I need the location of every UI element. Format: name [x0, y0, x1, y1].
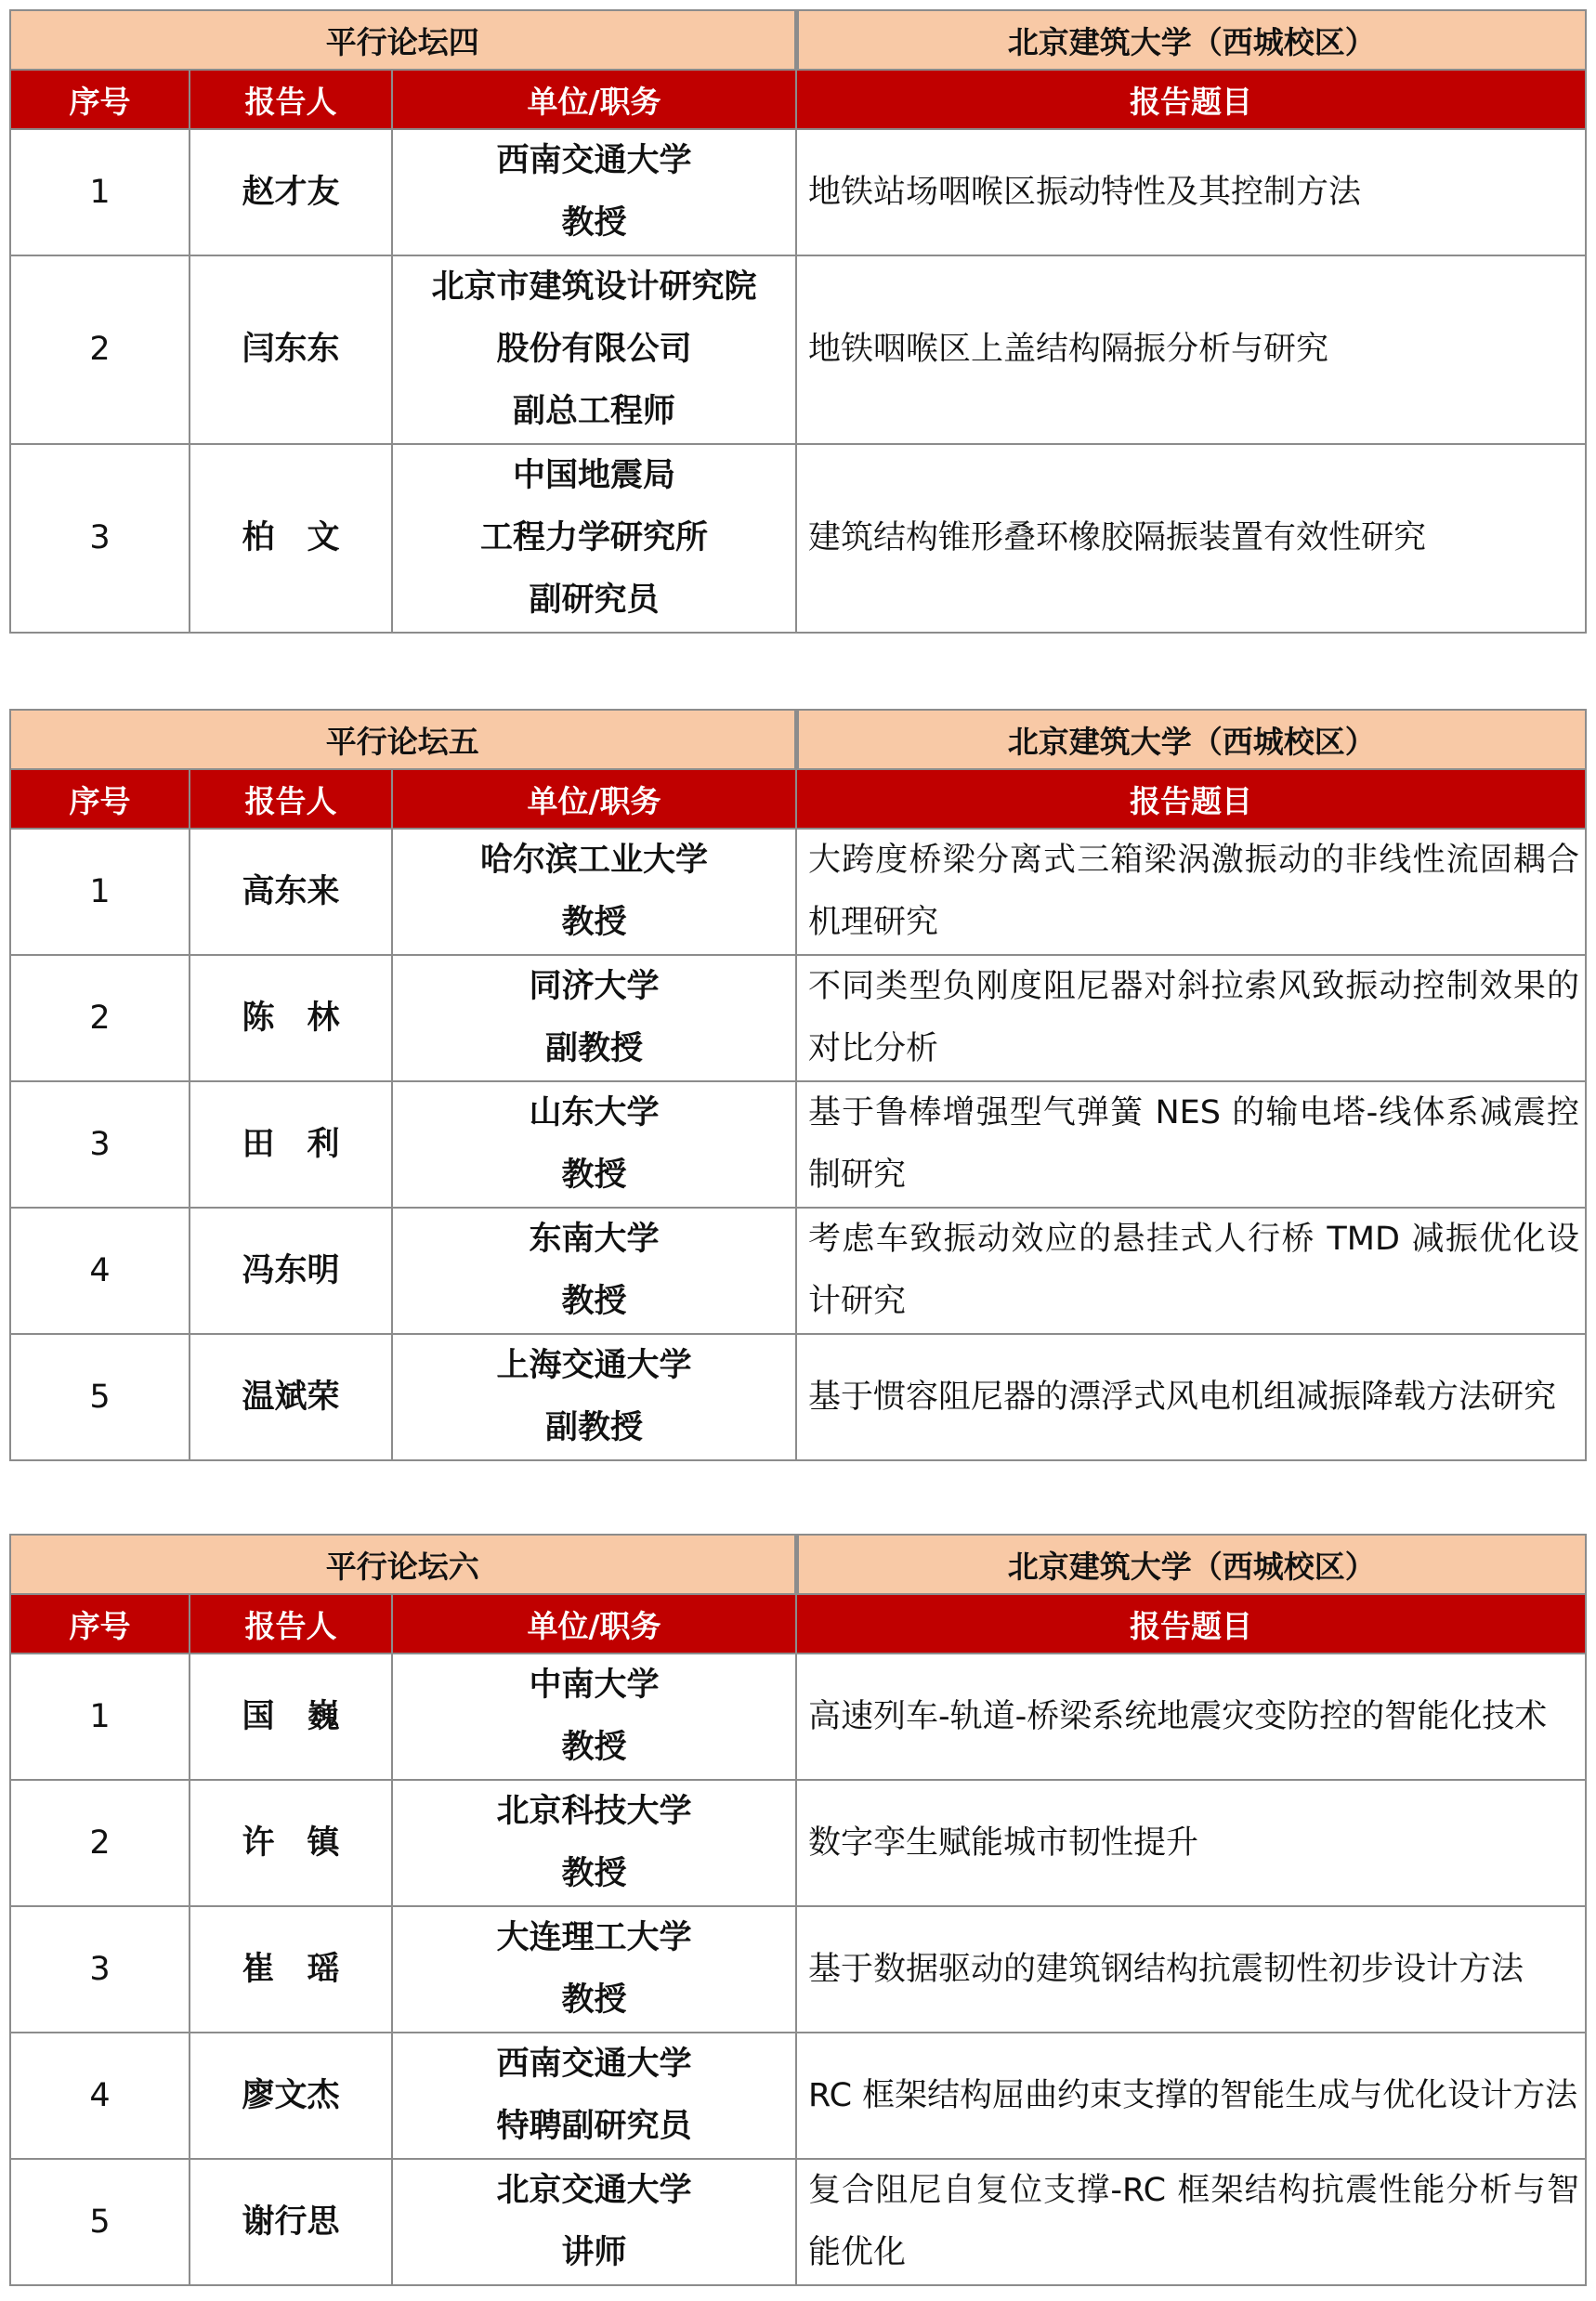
- row-no: 2: [10, 1780, 190, 1906]
- row-speaker: 崔 瑶: [190, 1906, 392, 2033]
- row-org: [392, 255, 796, 444]
- row-speaker: 谢行思: [190, 2159, 392, 2285]
- forum-4: [9, 9, 1585, 634]
- row-speaker: 田 利: [190, 1081, 392, 1208]
- row-no: 4: [10, 2033, 190, 2159]
- org-line: 副研究员: [529, 582, 660, 619]
- row-topic: 地铁站场咽喉区振动特性及其控制方法: [796, 129, 1586, 255]
- table-row: [10, 1081, 1586, 1208]
- org-line: 北京科技大学: [496, 1793, 692, 1830]
- table-row: [10, 2159, 1586, 2285]
- row-org: [392, 2159, 796, 2285]
- table-row: [10, 1780, 1586, 1906]
- row-no: 2: [10, 955, 190, 1081]
- row-speaker: 赵才友: [190, 129, 392, 255]
- row-topic: 数字孪生赋能城市韧性提升: [796, 1780, 1586, 1906]
- org-line: 北京交通大学: [496, 2172, 692, 2209]
- row-no: 1: [10, 829, 190, 955]
- org-line: 东南大学: [529, 1221, 660, 1258]
- row-org: [392, 1906, 796, 2033]
- table-row: [10, 444, 1586, 633]
- org-line: 大连理工大学: [496, 1919, 692, 1956]
- row-speaker: 温斌荣: [190, 1334, 392, 1460]
- header-org: 单位/职务: [392, 70, 796, 129]
- column-header-row: [10, 1594, 1586, 1654]
- header-org: 单位/职务: [392, 769, 796, 829]
- row-org: [392, 1208, 796, 1334]
- org-line: 副教授: [545, 1030, 644, 1067]
- forum-table: [9, 709, 1587, 1461]
- org-line: 上海交通大学: [496, 1347, 692, 1384]
- row-topic: 地铁咽喉区上盖结构隔振分析与研究: [796, 255, 1586, 444]
- row-topic: 复合阻尼自复位支撑-RC 框架结构抗震性能分析与智能优化: [796, 2159, 1586, 2285]
- org-line: 教授: [561, 1729, 627, 1766]
- org-line: 讲师: [561, 2234, 627, 2271]
- row-org: [392, 1334, 796, 1460]
- row-speaker: 陈 林: [190, 955, 392, 1081]
- org-line: 副总工程师: [513, 393, 676, 430]
- table-row: [10, 129, 1586, 255]
- row-no: 3: [10, 444, 190, 633]
- org-line: 教授: [561, 1157, 627, 1194]
- org-line: 教授: [561, 1981, 627, 2019]
- row-speaker: 廖文杰: [190, 2033, 392, 2159]
- forum-title: 平行论坛六: [10, 1535, 796, 1594]
- table-row: [10, 1906, 1586, 2033]
- row-no: 1: [10, 129, 190, 255]
- header-topic: 报告题目: [796, 769, 1586, 829]
- forum-title-row: [10, 1535, 1586, 1594]
- table-row: [10, 955, 1586, 1081]
- org-line: 教授: [561, 1283, 627, 1320]
- org-line: 特聘副研究员: [496, 2108, 692, 2145]
- org-line: 教授: [561, 904, 627, 941]
- row-org: [392, 955, 796, 1081]
- header-no: 序号: [10, 1594, 190, 1654]
- header-speaker: 报告人: [190, 769, 392, 829]
- org-line: 教授: [561, 1855, 627, 1892]
- table-row: [10, 1334, 1586, 1460]
- forum-title-row: [10, 10, 1586, 70]
- row-no: 5: [10, 2159, 190, 2285]
- row-topic: 不同类型负刚度阻尼器对斜拉索风致振动控制效果的对比分析: [796, 955, 1586, 1081]
- row-speaker: 闫东东: [190, 255, 392, 444]
- header-speaker: 报告人: [190, 1594, 392, 1654]
- org-line: 工程力学研究所: [480, 519, 709, 556]
- row-org: [392, 1081, 796, 1208]
- row-topic: 基于鲁棒增强型气弹簧 NES 的输电塔-线体系减震控制研究: [796, 1081, 1586, 1208]
- header-speaker: 报告人: [190, 70, 392, 129]
- row-org: [392, 829, 796, 955]
- row-speaker: 冯东明: [190, 1208, 392, 1334]
- row-topic: 基于惯容阻尼器的漂浮式风电机组减振降载方法研究: [796, 1334, 1586, 1460]
- org-line: 西南交通大学: [496, 2046, 692, 2083]
- row-topic: 基于数据驱动的建筑钢结构抗震韧性初步设计方法: [796, 1906, 1586, 2033]
- header-topic: 报告题目: [796, 70, 1586, 129]
- table-row: [10, 2033, 1586, 2159]
- org-line: 教授: [561, 204, 627, 242]
- row-no: 3: [10, 1081, 190, 1208]
- org-line: 哈尔滨工业大学: [480, 842, 709, 879]
- row-no: 1: [10, 1654, 190, 1780]
- row-org: [392, 1654, 796, 1780]
- table-row: [10, 1208, 1586, 1334]
- forum-5: [9, 709, 1585, 1461]
- row-speaker: 许 镇: [190, 1780, 392, 1906]
- table-row: [10, 1654, 1586, 1780]
- org-line: 中南大学: [529, 1667, 660, 1704]
- forum-venue: 北京建筑大学（西城校区）: [796, 10, 1586, 70]
- row-topic: 建筑结构锥形叠环橡胶隔振装置有效性研究: [796, 444, 1586, 633]
- org-line: 西南交通大学: [496, 142, 692, 179]
- column-header-row: [10, 70, 1586, 129]
- header-org: 单位/职务: [392, 1594, 796, 1654]
- column-header-row: [10, 769, 1586, 829]
- forum-venue: 北京建筑大学（西城校区）: [796, 710, 1586, 769]
- org-line: 北京市建筑设计研究院: [431, 268, 757, 306]
- org-line: 山东大学: [529, 1094, 660, 1131]
- row-no: 2: [10, 255, 190, 444]
- org-line: 副教授: [545, 1409, 644, 1446]
- row-speaker: 高东来: [190, 829, 392, 955]
- row-speaker: 国 巍: [190, 1654, 392, 1780]
- header-no: 序号: [10, 70, 190, 129]
- table-row: [10, 255, 1586, 444]
- forum-table: [9, 1534, 1587, 2286]
- org-line: 同济大学: [529, 968, 660, 1005]
- forum-table: [9, 9, 1587, 634]
- row-no: 5: [10, 1334, 190, 1460]
- forum-title-row: [10, 710, 1586, 769]
- row-topic: RC 框架结构屈曲约束支撑的智能生成与优化设计方法: [796, 2033, 1586, 2159]
- row-speaker: 柏 文: [190, 444, 392, 633]
- forum-venue: 北京建筑大学（西城校区）: [796, 1535, 1586, 1594]
- org-line: 中国地震局: [513, 457, 676, 494]
- row-topic: 考虑车致振动效应的悬挂式人行桥 TMD 减振优化设计研究: [796, 1208, 1586, 1334]
- row-no: 4: [10, 1208, 190, 1334]
- row-org: [392, 2033, 796, 2159]
- row-org: [392, 1780, 796, 1906]
- forum-title: 平行论坛五: [10, 710, 796, 769]
- row-org: [392, 444, 796, 633]
- forum-title: 平行论坛四: [10, 10, 796, 70]
- table-row: [10, 829, 1586, 955]
- forum-6: [9, 1534, 1585, 2286]
- row-org: [392, 129, 796, 255]
- header-topic: 报告题目: [796, 1594, 1586, 1654]
- row-topic: 高速列车-轨道-桥梁系统地震灾变防控的智能化技术: [796, 1654, 1586, 1780]
- org-line: 股份有限公司: [496, 331, 692, 368]
- row-no: 3: [10, 1906, 190, 2033]
- row-topic: 大跨度桥梁分离式三箱梁涡激振动的非线性流固耦合机理研究: [796, 829, 1586, 955]
- header-no: 序号: [10, 769, 190, 829]
